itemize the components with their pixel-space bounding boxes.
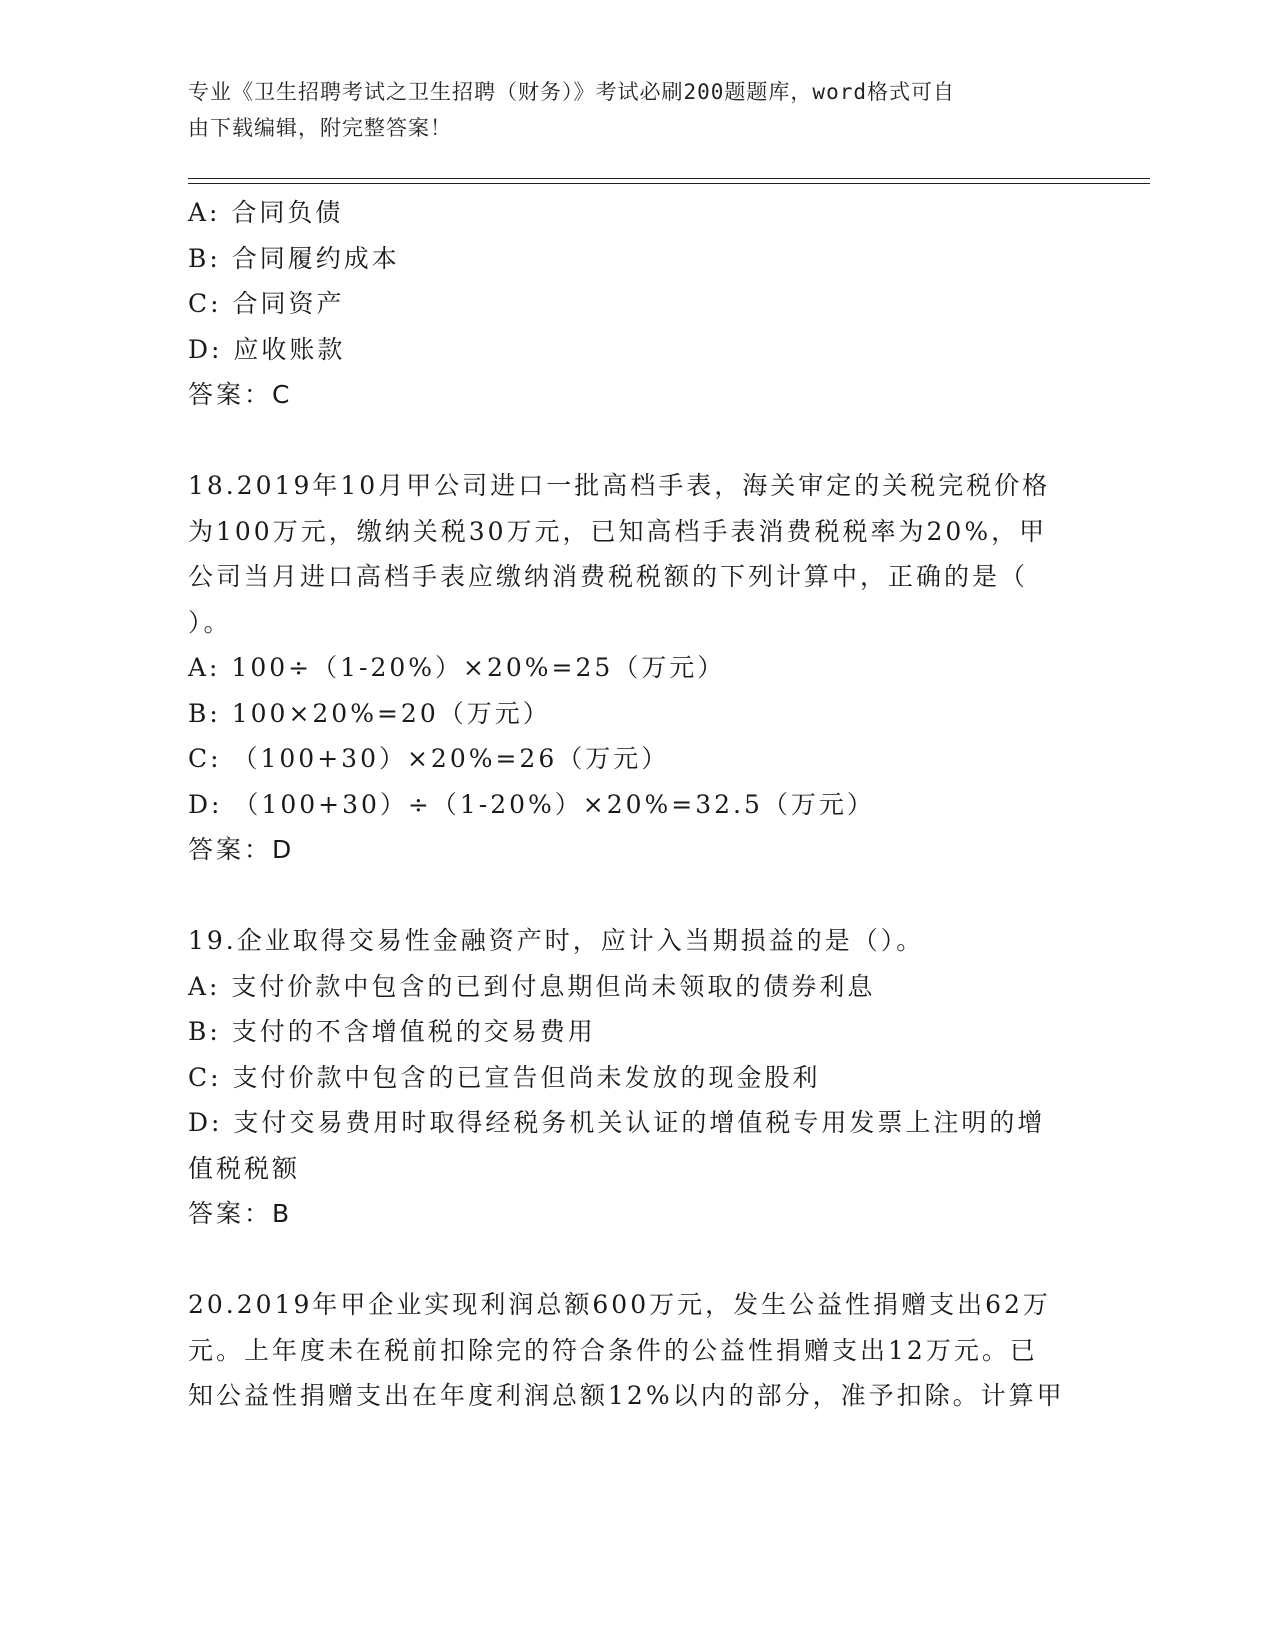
document-header: [188, 74, 1068, 146]
question-18: [188, 463, 1078, 873]
q19-option-d-line-1: D: 支付交易费用时取得经税务机关认证的增值税专用发票上注明的增: [188, 1108, 1046, 1137]
header-line-2: 由下载编辑，附完整答案！: [188, 116, 452, 140]
q17-option-b: B: 合同履约成本: [188, 243, 400, 273]
q17-option-a: A: 合同负债: [188, 198, 344, 227]
q17-option-c: C: 合同资产: [188, 289, 345, 318]
q17-option-d: D: 应收账款: [188, 334, 346, 364]
q20-stem-line-3: 知公益性捐赠支出在年度利润总额12%以内的部分，准予扣除。计算甲: [188, 1381, 1065, 1410]
question-17: [188, 190, 1078, 418]
q19-stem: 19.企业取得交易性金融资产时，应计入当期损益的是（）。: [188, 926, 925, 955]
q20-stem-line-1: 20.2019年甲企业实现利润总额600万元，发生公益性捐赠支出62万: [188, 1290, 1051, 1319]
document-body: [188, 190, 1078, 1419]
spacer: [188, 1237, 1078, 1283]
q18-stem-line-1: 18.2019年10月甲公司进口一批高档手表，海关审定的关税完税价格: [188, 471, 1051, 500]
q19-option-d-line-2: 值税税额: [188, 1153, 301, 1183]
spacer: [188, 873, 1078, 919]
q18-stem-line-2: 为100万元，缴纳关税30万元，已知高档手表消费税税率为20%，甲: [188, 516, 1048, 546]
q19-answer: 答案：B: [188, 1199, 293, 1228]
header-line-1: 专业《卫生招聘考试之卫生招聘（财务）》考试必刷200题题库，word格式可自: [188, 80, 955, 104]
header-divider-thick: [188, 178, 1150, 179]
q18-stem-line-3: 公司当月进口高档手表应缴纳消费税税额的下列计算中，正确的是（: [188, 562, 1029, 591]
q18-option-a: A: 100÷（1-20%）×20%=25（万元）: [188, 653, 726, 682]
q20-stem-line-2: 元。上年度未在税前扣除完的符合条件的公益性捐赠支出12万元。已: [188, 1335, 1038, 1365]
q18-answer: 答案：D: [188, 835, 295, 864]
q19-option-c: C: 支付价款中包含的已宣告但尚未发放的现金股利: [188, 1062, 821, 1092]
q19-option-b: B: 支付的不含增值税的交易费用: [188, 1017, 596, 1046]
q18-option-c: C: （100+30）×20%=26（万元）: [188, 744, 670, 773]
q18-stem-line-4: ）。: [188, 607, 232, 637]
question-20: [188, 1282, 1078, 1419]
question-19: [188, 918, 1078, 1237]
q18-option-b: B: 100×20%=20（万元）: [188, 698, 551, 728]
header-divider-thin: [188, 183, 1150, 184]
q18-option-d: D: （100+30）÷（1-20%）×20%=32.5（万元）: [188, 789, 875, 819]
q19-option-a: A: 支付价款中包含的已到付息期但尚未领取的债券利息: [188, 971, 876, 1001]
spacer: [188, 418, 1078, 464]
q17-answer: 答案：C: [188, 380, 293, 409]
